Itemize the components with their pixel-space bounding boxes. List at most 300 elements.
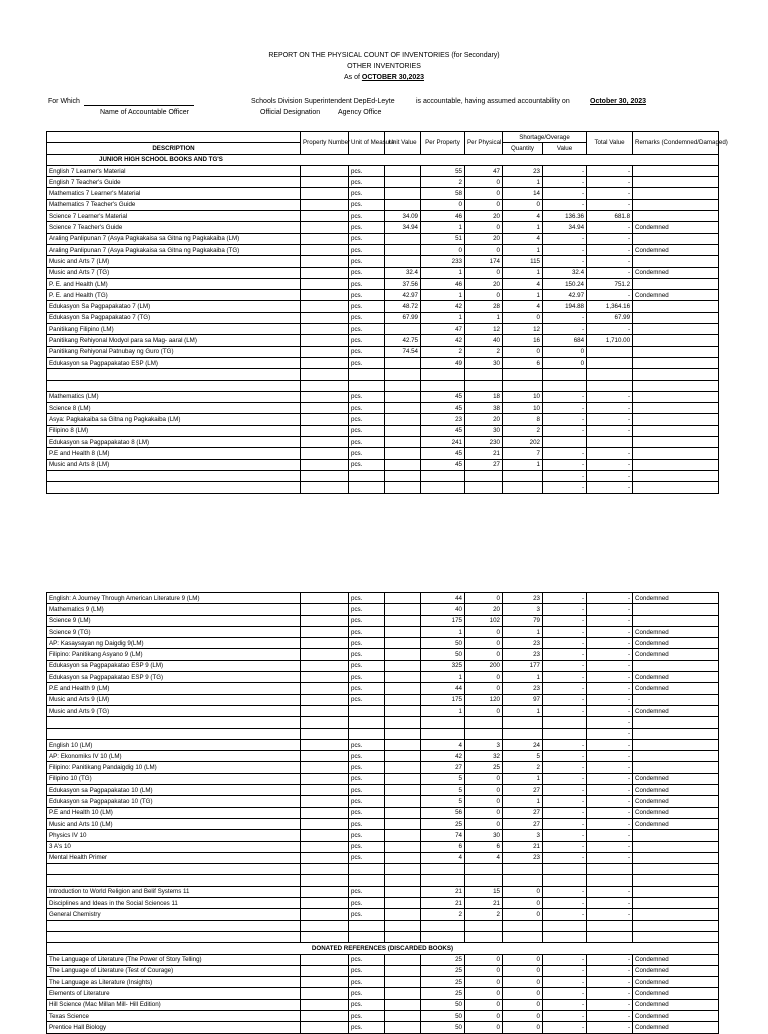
cell-property-number xyxy=(301,290,349,301)
table-row xyxy=(47,1022,719,1033)
cell-value xyxy=(543,728,587,739)
table-row xyxy=(47,437,719,448)
cell-per-property: 44 xyxy=(421,593,465,604)
cell-quantity: 7 xyxy=(503,448,543,459)
table-row xyxy=(47,931,719,942)
cell-unit: pcs. xyxy=(349,177,385,188)
cell-per-property: 50 xyxy=(421,999,465,1010)
cell-per-physical: 20 xyxy=(465,233,503,244)
cell-value: - xyxy=(543,604,587,615)
table-row xyxy=(47,638,719,649)
cell-unit-value xyxy=(385,728,421,739)
cell-property-number xyxy=(301,165,349,176)
cell-per-physical: 0 xyxy=(465,290,503,301)
cell-description: Edukasyon sa Pagpapakatao ESP (LM) xyxy=(47,357,301,368)
cell-remarks xyxy=(633,233,719,244)
cell-unit: pcs. xyxy=(349,762,385,773)
cell-unit-value xyxy=(385,672,421,683)
cell-property-number xyxy=(301,278,349,289)
report-title: REPORT ON THE PHYSICAL COUNT OF INVENTORIES (for Secondary) xyxy=(268,52,500,59)
cell-per-property: 45 xyxy=(421,403,465,414)
cell-remarks xyxy=(633,615,719,626)
cell-per-property: 1 xyxy=(421,672,465,683)
table-row xyxy=(47,728,719,739)
cell-value: 194.88 xyxy=(543,301,587,312)
as-of-date: OCTOBER 30,2023 xyxy=(361,74,425,81)
cell-per-physical: 0 xyxy=(465,649,503,660)
cell-value: - xyxy=(543,626,587,637)
table-row xyxy=(47,425,719,436)
cell-unit-value xyxy=(385,818,421,829)
cell-value: - xyxy=(543,470,587,481)
table-row xyxy=(47,403,719,414)
cell-total-value xyxy=(587,920,633,931)
table-row xyxy=(47,278,719,289)
cell-per-physical: 3 xyxy=(465,739,503,750)
cell-quantity: 12 xyxy=(503,324,543,335)
cell-remarks xyxy=(633,920,719,931)
cell-remarks xyxy=(633,931,719,942)
cell-total-value: 681.8 xyxy=(587,211,633,222)
cell-total-value: - xyxy=(587,999,633,1010)
cell-property-number xyxy=(301,807,349,818)
cell-remarks: Condemned xyxy=(633,267,719,278)
cell-unit-value xyxy=(385,165,421,176)
cell-unit xyxy=(349,717,385,728)
cell-property-number xyxy=(301,177,349,188)
cell-remarks xyxy=(633,459,719,470)
cell-unit: pcs. xyxy=(349,615,385,626)
cell-description: Science 7 Learner's Material xyxy=(47,211,301,222)
cell-remarks xyxy=(633,660,719,671)
cell-remarks: Condemned xyxy=(633,796,719,807)
cell-per-physical: 21 xyxy=(465,898,503,909)
cell-value: - xyxy=(543,199,587,210)
cell-value: - xyxy=(543,425,587,436)
cell-description xyxy=(47,920,301,931)
cell-quantity: 1 xyxy=(503,222,543,233)
table-row xyxy=(47,977,719,988)
cell-property-number xyxy=(301,864,349,875)
cell-property-number xyxy=(301,244,349,255)
cell-per-physical: 0 xyxy=(465,977,503,988)
cell-remarks: Condemned xyxy=(633,649,719,660)
cell-unit-value xyxy=(385,773,421,784)
cell-value: - xyxy=(543,482,587,493)
table-row xyxy=(47,199,719,210)
cell-remarks xyxy=(633,437,719,448)
cell-property-number xyxy=(301,626,349,637)
cell-description: Music and Arts 7 (LM) xyxy=(47,256,301,267)
cell-unit-value xyxy=(385,626,421,637)
cell-total-value: - xyxy=(587,482,633,493)
cell-per-property: 25 xyxy=(421,954,465,965)
cell-per-physical: 21 xyxy=(465,448,503,459)
cell-value xyxy=(543,717,587,728)
table-1-header xyxy=(47,132,728,166)
cell-property-number xyxy=(301,988,349,999)
cell-quantity: 0 xyxy=(503,1010,543,1021)
cell-unit-value xyxy=(385,1022,421,1033)
cell-unit-value: 42.97 xyxy=(385,290,421,301)
cell-unit-value xyxy=(385,898,421,909)
cell-per-property: 25 xyxy=(421,818,465,829)
table-row xyxy=(47,773,719,784)
cell-per-property: 42 xyxy=(421,301,465,312)
table-row xyxy=(47,886,719,897)
cell-remarks: Condemned xyxy=(633,785,719,796)
table-row xyxy=(47,482,719,493)
report-subtitle: OTHER INVENTORIES xyxy=(347,63,421,70)
cell-remarks xyxy=(633,211,719,222)
cell-description: Edukasyon sa Pagpapakatao ESP 9 (TG) xyxy=(47,672,301,683)
cell-property-number xyxy=(301,233,349,244)
cell-remarks xyxy=(633,694,719,705)
cell-quantity: 115 xyxy=(503,256,543,267)
cell-per-property xyxy=(421,717,465,728)
cell-remarks: Condemned xyxy=(633,290,719,301)
cell-property-number xyxy=(301,672,349,683)
cell-total-value xyxy=(587,875,633,886)
cell-quantity: 0 xyxy=(503,909,543,920)
cell-per-physical: 20 xyxy=(465,211,503,222)
cell-unit-value xyxy=(385,920,421,931)
cell-per-physical: 6 xyxy=(465,841,503,852)
cell-value: - xyxy=(543,403,587,414)
cell-description xyxy=(47,728,301,739)
cell-per-physical: 0 xyxy=(465,988,503,999)
cell-remarks xyxy=(633,728,719,739)
cell-description xyxy=(47,482,301,493)
cell-property-number xyxy=(301,660,349,671)
cell-remarks: Condemned xyxy=(633,999,719,1010)
cell-description: Music and Arts 9 (TG) xyxy=(47,705,301,716)
cell-quantity: 0 xyxy=(503,898,543,909)
cell-total-value: - xyxy=(587,649,633,660)
cell-total-value: - xyxy=(587,414,633,425)
table-row xyxy=(47,1010,719,1021)
cell-per-property: 1 xyxy=(421,705,465,716)
cell-remarks xyxy=(633,256,719,267)
table-row xyxy=(47,312,719,323)
cell-remarks xyxy=(633,380,719,391)
cell-per-physical: 30 xyxy=(465,425,503,436)
cell-per-physical xyxy=(465,864,503,875)
cell-per-physical: 0 xyxy=(465,177,503,188)
cell-unit-value xyxy=(385,448,421,459)
cell-value: - xyxy=(543,818,587,829)
cell-unit-value xyxy=(385,425,421,436)
col-property-number: Property Number xyxy=(301,132,349,155)
cell-remarks xyxy=(633,278,719,289)
cell-value: - xyxy=(543,593,587,604)
cell-description: Science 9 (TG) xyxy=(47,626,301,637)
cell-unit-value xyxy=(385,638,421,649)
cell-unit: pcs. xyxy=(349,830,385,841)
cell-per-physical: 27 xyxy=(465,459,503,470)
cell-remarks xyxy=(633,369,719,380)
cell-total-value: - xyxy=(587,830,633,841)
col-total-value: Total Value xyxy=(587,132,633,155)
cell-description: Edukasyon sa Pagpapakatao 10 (LM) xyxy=(47,785,301,796)
cell-description: P.E and Health 9 (LM) xyxy=(47,683,301,694)
cell-property-number xyxy=(301,1010,349,1021)
cell-quantity: 0 xyxy=(503,346,543,357)
cell-property-number xyxy=(301,437,349,448)
cell-per-property: 45 xyxy=(421,459,465,470)
cell-description: Disciplines and Ideas in the Social Sciences 11 xyxy=(47,898,301,909)
cell-unit-value xyxy=(385,965,421,976)
cell-per-property: 2 xyxy=(421,346,465,357)
cell-quantity: 5 xyxy=(503,751,543,762)
cell-value: - xyxy=(543,977,587,988)
cell-property-number xyxy=(301,785,349,796)
cell-unit-value: 32.4 xyxy=(385,267,421,278)
cell-description: Edukasyon sa Pagpapakatao ESP 9 (LM) xyxy=(47,660,301,671)
table-row xyxy=(47,369,719,380)
cell-unit: pcs. xyxy=(349,188,385,199)
cell-total-value: - xyxy=(587,199,633,210)
cell-unit-value xyxy=(385,188,421,199)
cell-unit: pcs. xyxy=(349,773,385,784)
cell-value: - xyxy=(543,414,587,425)
table-row xyxy=(47,864,719,875)
cell-unit-value xyxy=(385,199,421,210)
cell-quantity: 1 xyxy=(503,177,543,188)
cell-per-physical: 0 xyxy=(465,773,503,784)
cell-property-number xyxy=(301,459,349,470)
cell-total-value: - xyxy=(587,672,633,683)
cell-value: - xyxy=(543,165,587,176)
cell-property-number xyxy=(301,751,349,762)
cell-remarks: Condemned xyxy=(633,818,719,829)
officer-name-line xyxy=(84,105,194,106)
cell-quantity xyxy=(503,864,543,875)
cell-quantity: 2 xyxy=(503,762,543,773)
table-row xyxy=(47,380,719,391)
cell-unit: pcs. xyxy=(349,459,385,470)
cell-unit-value xyxy=(385,233,421,244)
cell-remarks xyxy=(633,391,719,402)
cell-remarks xyxy=(633,177,719,188)
cell-value xyxy=(543,920,587,931)
cell-value: - xyxy=(543,785,587,796)
cell-remarks xyxy=(633,739,719,750)
table-row xyxy=(47,818,719,829)
cell-total-value: - xyxy=(587,965,633,976)
cell-unit-value xyxy=(385,649,421,660)
cell-unit: pcs. xyxy=(349,335,385,346)
cell-description: Asya: Pagkakaiba sa Gitna ng Pagkakaiba (LM) xyxy=(47,414,301,425)
cell-per-property: 1 xyxy=(421,290,465,301)
cell-property-number xyxy=(301,762,349,773)
cell-per-physical: 230 xyxy=(465,437,503,448)
cell-value: - xyxy=(543,459,587,470)
cell-description: Physics IV 10 xyxy=(47,830,301,841)
cell-property-number xyxy=(301,615,349,626)
cell-description: Science 9 (LM) xyxy=(47,615,301,626)
cell-per-physical: 30 xyxy=(465,830,503,841)
cell-unit-value xyxy=(385,1010,421,1021)
cell-description: Panitikang Rehiyonal Patnubay ng Guro (TG) xyxy=(47,346,301,357)
cell-quantity: 1 xyxy=(503,267,543,278)
cell-remarks: Condemned xyxy=(633,1010,719,1021)
table-row xyxy=(47,626,719,637)
cell-unit-value: 74.54 xyxy=(385,346,421,357)
cell-value: - xyxy=(543,660,587,671)
cell-unit-value xyxy=(385,437,421,448)
col-per-property: Per Property xyxy=(421,132,465,155)
cell-property-number xyxy=(301,796,349,807)
cell-total-value: - xyxy=(587,391,633,402)
cell-unit-value xyxy=(385,414,421,425)
cell-value: - xyxy=(543,324,587,335)
cell-per-property: 4 xyxy=(421,852,465,863)
office-label: Agency Office xyxy=(338,109,382,116)
cell-description xyxy=(47,717,301,728)
cell-per-property: 25 xyxy=(421,988,465,999)
cell-quantity: 4 xyxy=(503,233,543,244)
cell-quantity: 3 xyxy=(503,604,543,615)
cell-quantity: 23 xyxy=(503,593,543,604)
cell-per-physical xyxy=(465,470,503,481)
cell-per-physical: 0 xyxy=(465,672,503,683)
cell-per-property: 49 xyxy=(421,357,465,368)
cell-property-number xyxy=(301,324,349,335)
cell-per-property: 50 xyxy=(421,649,465,660)
cell-property-number xyxy=(301,199,349,210)
cell-per-property: 0 xyxy=(421,244,465,255)
cell-property-number xyxy=(301,335,349,346)
table-row xyxy=(47,391,719,402)
cell-quantity: 10 xyxy=(503,403,543,414)
cell-unit: pcs. xyxy=(349,324,385,335)
cell-unit-value xyxy=(385,909,421,920)
cell-total-value: - xyxy=(587,739,633,750)
table-row xyxy=(47,954,719,965)
cell-remarks xyxy=(633,448,719,459)
cell-unit: pcs. xyxy=(349,199,385,210)
cell-unit-value xyxy=(385,739,421,750)
cell-property-number xyxy=(301,875,349,886)
cell-quantity: 1 xyxy=(503,773,543,784)
cell-description: AP: Ekonomiks IV 10 (LM) xyxy=(47,751,301,762)
cell-per-property: 46 xyxy=(421,278,465,289)
inventory-table-1 xyxy=(46,131,728,494)
cell-per-property: 45 xyxy=(421,425,465,436)
accountability-date: October 30, 2023 xyxy=(590,98,647,105)
cell-total-value: - xyxy=(587,324,633,335)
cell-description: The Language of Literature (Test of Courage) xyxy=(47,965,301,976)
table-row xyxy=(47,841,719,852)
cell-value: - xyxy=(543,448,587,459)
cell-remarks xyxy=(633,470,719,481)
cell-unit-value xyxy=(385,796,421,807)
cell-unit-value: 34.94 xyxy=(385,222,421,233)
accountable-text: is accountable, having assumed accountability on xyxy=(416,98,570,105)
cell-total-value xyxy=(587,346,633,357)
cell-quantity: 0 xyxy=(503,965,543,976)
table-1-body xyxy=(47,165,719,493)
cell-per-property xyxy=(421,482,465,493)
cell-property-number xyxy=(301,717,349,728)
cell-unit: pcs. xyxy=(349,256,385,267)
cell-quantity: 27 xyxy=(503,807,543,818)
cell-description: Panitikang Filipino (LM) xyxy=(47,324,301,335)
cell-total-value: - xyxy=(587,165,633,176)
cell-property-number xyxy=(301,448,349,459)
cell-unit: pcs. xyxy=(349,626,385,637)
cell-per-property: 23 xyxy=(421,414,465,425)
cell-per-property: 51 xyxy=(421,233,465,244)
cell-quantity xyxy=(503,728,543,739)
cell-quantity: 23 xyxy=(503,165,543,176)
cell-remarks: Condemned xyxy=(633,244,719,255)
cell-total-value: - xyxy=(587,459,633,470)
cell-value: - xyxy=(543,233,587,244)
cell-per-property xyxy=(421,931,465,942)
cell-per-property: 325 xyxy=(421,660,465,671)
cell-unit-value xyxy=(385,244,421,255)
cell-quantity xyxy=(503,369,543,380)
cell-total-value: - xyxy=(587,448,633,459)
cell-description xyxy=(47,931,301,942)
cell-unit-value: 42.75 xyxy=(385,335,421,346)
cell-per-property: 0 xyxy=(421,199,465,210)
cell-quantity: 0 xyxy=(503,886,543,897)
cell-total-value: 751.2 xyxy=(587,278,633,289)
cell-quantity: 23 xyxy=(503,852,543,863)
table-row xyxy=(47,256,719,267)
cell-value: - xyxy=(543,762,587,773)
cell-property-number xyxy=(301,256,349,267)
cell-property-number xyxy=(301,301,349,312)
cell-unit-value xyxy=(385,604,421,615)
cell-value: 42.97 xyxy=(543,290,587,301)
cell-quantity: 4 xyxy=(503,211,543,222)
cell-property-number xyxy=(301,391,349,402)
cell-unit: pcs. xyxy=(349,751,385,762)
cell-unit xyxy=(349,705,385,716)
cell-property-number xyxy=(301,898,349,909)
cell-total-value: - xyxy=(587,954,633,965)
cell-per-physical: 0 xyxy=(465,705,503,716)
cell-unit-value xyxy=(385,256,421,267)
cell-unit-value xyxy=(385,852,421,863)
cell-per-physical xyxy=(465,380,503,391)
cell-property-number xyxy=(301,920,349,931)
cell-unit-value xyxy=(385,841,421,852)
col-quantity: Quantity xyxy=(503,143,543,154)
table-row xyxy=(47,988,719,999)
cell-property-number xyxy=(301,931,349,942)
cell-value: - xyxy=(543,694,587,705)
cell-total-value: - xyxy=(587,256,633,267)
cell-value: - xyxy=(543,773,587,784)
cell-unit: pcs. xyxy=(349,211,385,222)
cell-remarks xyxy=(633,841,719,852)
cell-value: - xyxy=(543,683,587,694)
table-2-body xyxy=(47,593,719,943)
cell-unit: pcs. xyxy=(349,414,385,425)
cell-quantity: 177 xyxy=(503,660,543,671)
cell-unit: pcs. xyxy=(349,694,385,705)
cell-unit: pcs. xyxy=(349,233,385,244)
cell-unit-value xyxy=(385,807,421,818)
cell-total-value: - xyxy=(587,425,633,436)
cell-per-physical: 120 xyxy=(465,694,503,705)
section-jhs: JUNIOR HIGH SCHOOL BOOKS AND TG'S xyxy=(47,154,719,165)
